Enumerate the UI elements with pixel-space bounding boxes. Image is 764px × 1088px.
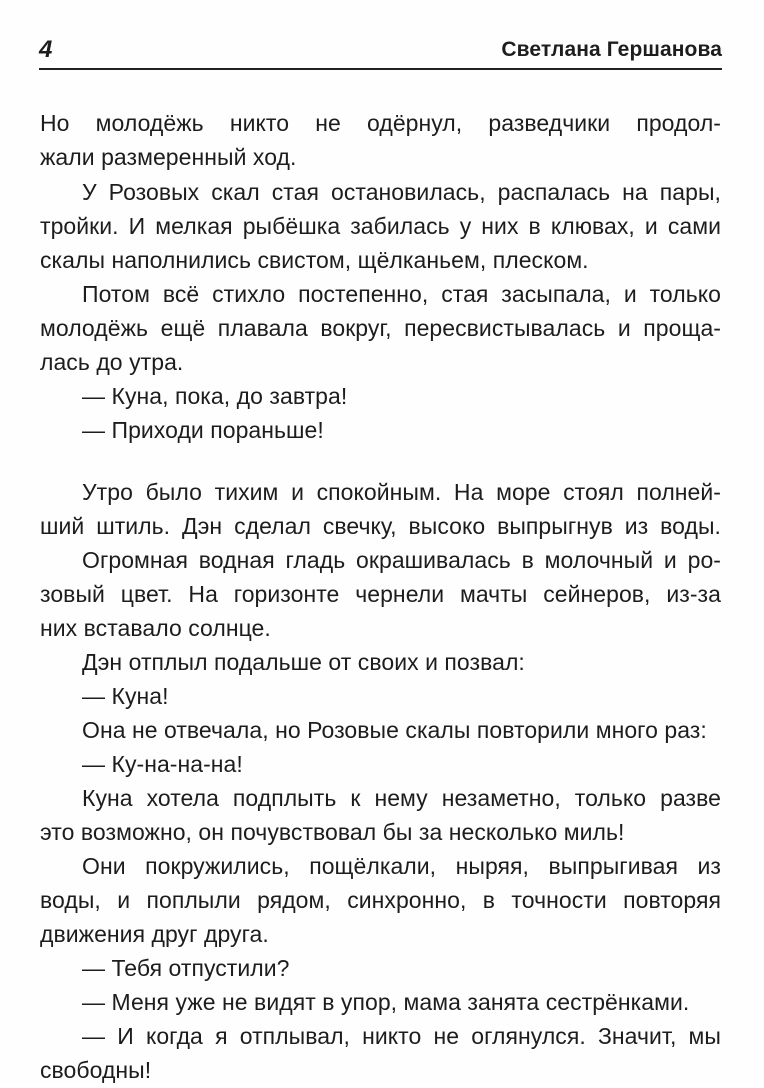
text-line-20: движения друг друга.	[40, 921, 269, 947]
text-line-18: Они покружились, пощёлкали, ныряя, выпрыгивая из	[82, 853, 721, 879]
text-line-16: Куна хотела подплыть к нему незаметно, только разве	[82, 785, 721, 811]
text-line-7: молодёжь ещё плавала вокруг, пересвистывалась и проща-	[40, 315, 721, 341]
text-line-10: ший штиль. Дэн сделал свечку, высоко выпрыгнув из воды.	[40, 513, 721, 539]
running-head-author: Светлана Гершанова	[501, 38, 722, 61]
dialogue-line-5: — Тебя отпустили?	[82, 955, 290, 981]
dialogue-line-1: — Куна, пока, до завтра!	[82, 383, 348, 409]
text-line-2: жали размеренный ход.	[40, 144, 297, 170]
text-line-14: Дэн отплыл подальше от своих и позвал:	[82, 649, 525, 675]
dialogue-line-7: — И когда я отплывал, никто не оглянулся. Значит, мы	[82, 1023, 721, 1049]
text-line-11: Огромная водная гладь окрашивалась в молочный и ро-	[82, 547, 721, 573]
dialogue-line-6: — Меня уже не видят в упор, мама занята сестрёнками.	[82, 989, 690, 1015]
dialogue-line-4: — Ку-на-на-на!	[82, 751, 243, 777]
page-header	[39, 36, 722, 70]
text-line-4: тройки. И мелкая рыбёшка забилась у них в клювах, и сами	[40, 213, 721, 239]
text-line-9: Утро было тихим и спокойным. На море стоял полней-	[82, 479, 721, 505]
text-line-19: воды, и поплыли рядом, синхронно, в точности повторяя	[40, 887, 721, 913]
dialogue-line-3: — Куна!	[82, 683, 169, 709]
text-line-6: Потом всё стихло постепенно, стая засыпала, и только	[82, 281, 721, 307]
dialogue-line-2: — Приходи пораньше!	[82, 417, 324, 443]
text-line-1: Но молодёжь никто не одёрнул, разведчики продол-	[40, 110, 721, 136]
text-line-3: У Розовых скал стая остановилась, распалась на пары,	[82, 179, 721, 205]
page-number: 4	[39, 36, 53, 63]
text-line-21: свободны!	[40, 1057, 152, 1083]
text-line-15: Она не отвечала, но Розовые скалы повторили много раз:	[82, 717, 707, 743]
text-line-12: зовый цвет. На горизонте чернели мачты сейнеров, из-за	[40, 581, 721, 607]
text-line-5: скалы наполнились свистом, щёлканьем, плеском.	[40, 247, 589, 273]
text-line-13: них вставало солнце.	[40, 615, 271, 641]
text-line-17: это возможно, он почувствовал бы за несколько миль!	[40, 819, 625, 845]
text-line-8: лась до утра.	[40, 349, 184, 375]
